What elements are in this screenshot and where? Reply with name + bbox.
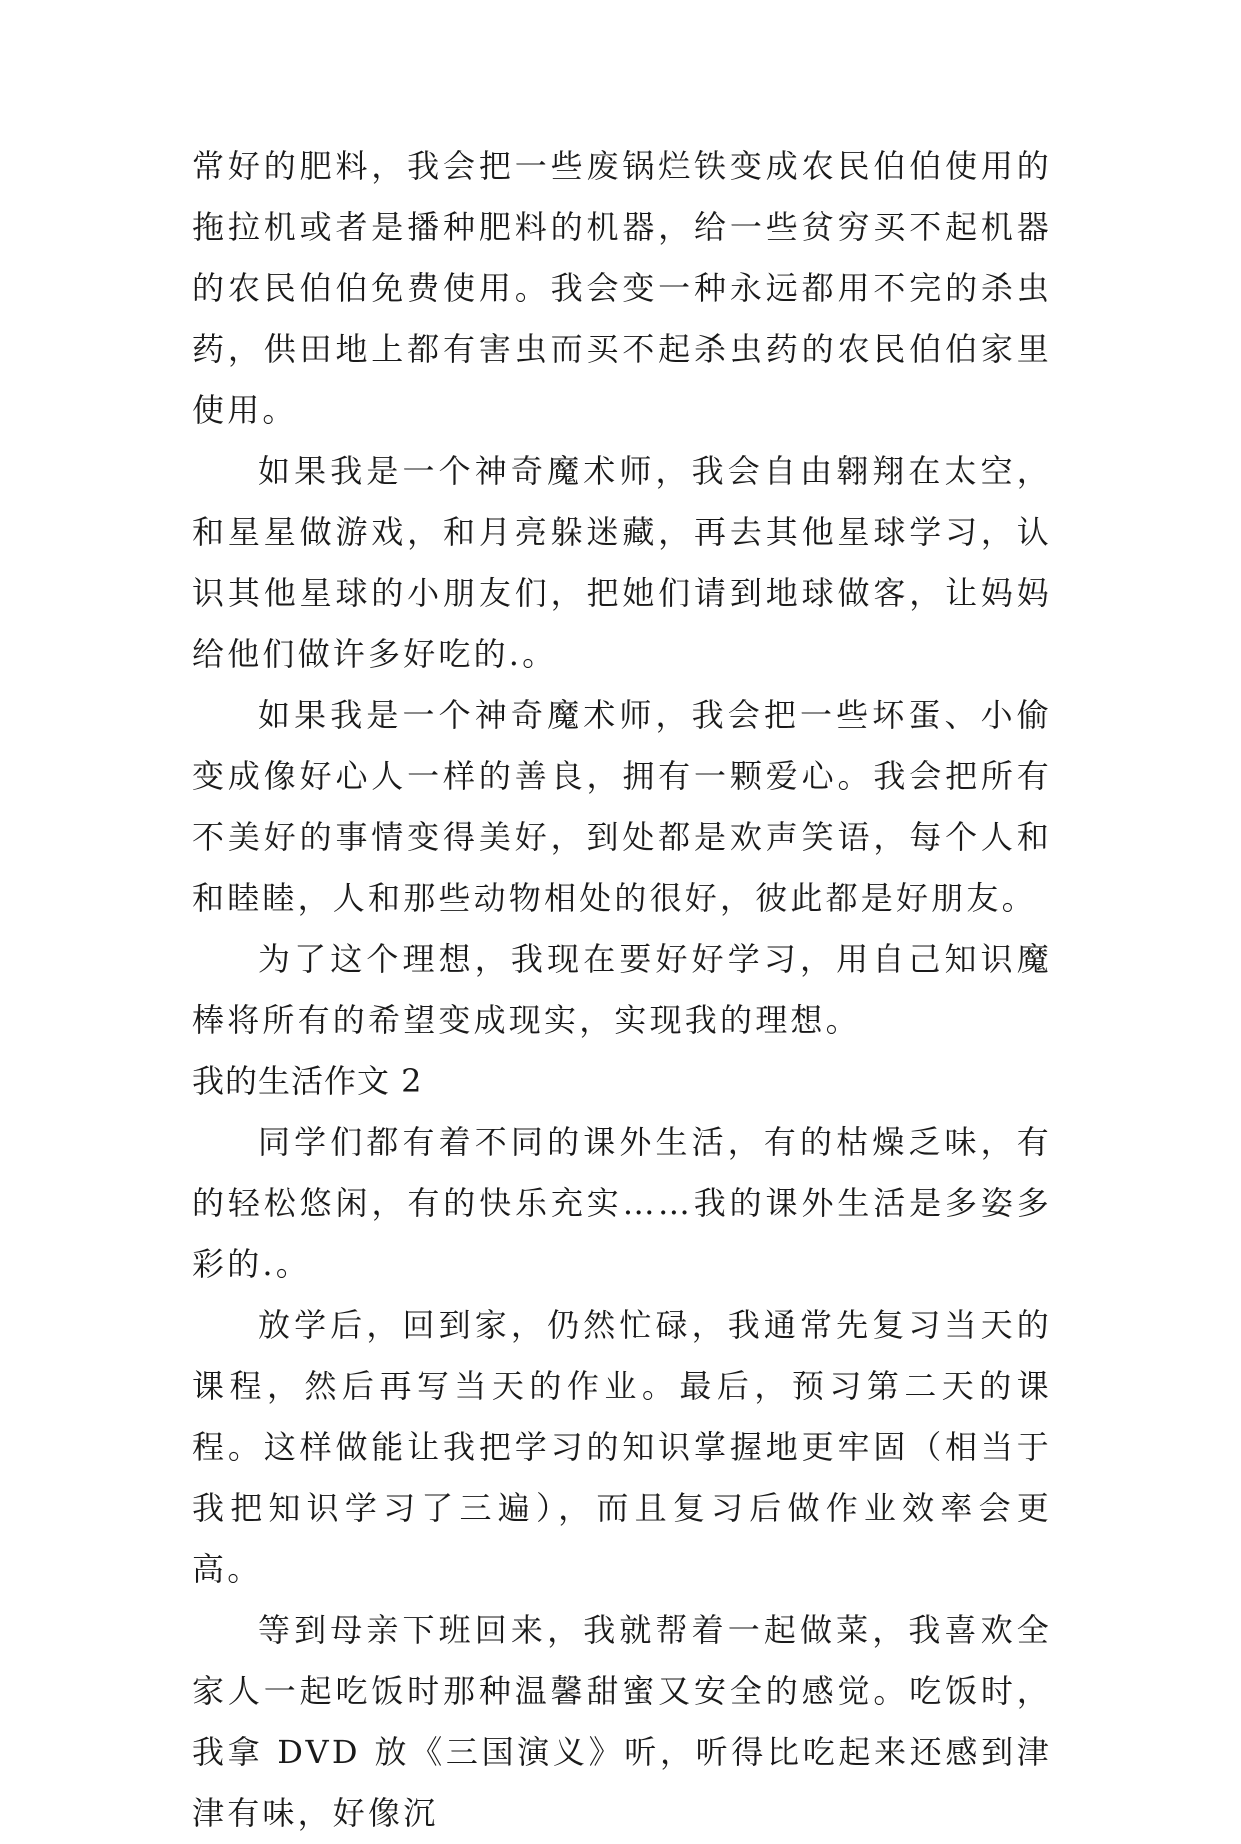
paragraph-continued: 常好的肥料，我会把一些废锅烂铁变成农民伯伯使用的拖拉机或者是播种肥料的机器，给一些贫穷买不起机器的农民伯伯免费使用。我会变一种永远都用不完的杀虫药，供田地上都有害虫而买不起杀虫药的农民伯伯家里使用。 <box>192 147 1052 429</box>
paragraph: 为了这个理想，我现在要好好学习，用自己知识魔棒将所有的希望变成现实，实现我的理想。 <box>192 940 1052 1039</box>
paragraph: 如果我是一个神奇魔术师，我会把一些坏蛋、小偷变成像好心人一样的善良，拥有一颗爱心。我会把所有不美好的事情变得美好，到处都是欢声笑语，每个人和和睦睦，人和那些动物相处的很好，彼此都是好朋友。 <box>192 696 1052 917</box>
paragraph: 放学后，回到家，仍然忙碌，我通常先复习当天的课程，然后再写当天的作业。最后，预习第二天的课程。这样做能让我把学习的知识掌握地更牢固（相当于我把知识学习了三遍），而且复习后做作业效率会更高。 <box>192 1306 1052 1588</box>
document-body <box>192 136 1052 1844</box>
section-heading: 我的生活作文 2 <box>192 1062 423 1100</box>
paragraph: 同学们都有着不同的课外生活，有的枯燥乏味，有的轻松悠闲，有的快乐充实……我的课外生活是多姿多彩的.。 <box>192 1123 1052 1283</box>
paragraph: 等到母亲下班回来，我就帮着一起做菜，我喜欢全家人一起吃饭时那种温馨甜蜜又安全的感觉。吃饭时，我拿 DVD 放《三国演义》听，听得比吃起来还感到津津有味，好像沉 <box>192 1611 1052 1832</box>
paragraph: 如果我是一个神奇魔术师，我会自由翱翔在太空，和星星做游戏，和月亮躲迷藏，再去其他星球学习，认识其他星球的小朋友们，把她们请到地球做客，让妈妈给他们做许多好吃的.。 <box>192 452 1052 673</box>
